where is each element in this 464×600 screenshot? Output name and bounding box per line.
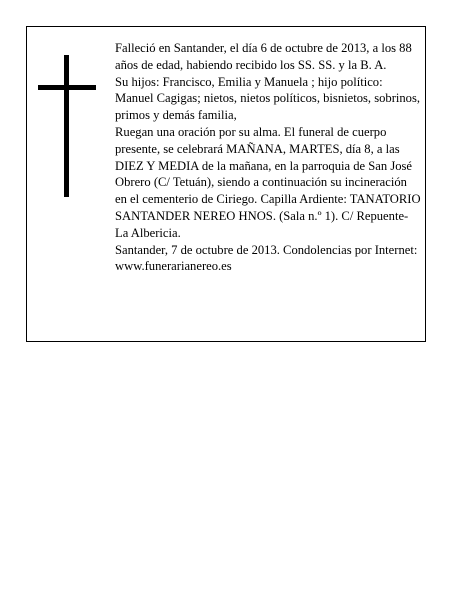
cross-vertical-bar (64, 55, 69, 197)
death-announcement: Falleció en Santander, el día 6 de octubre de 2013, a los 88 años de edad, habiendo recibido los SS. SS. y la B. A. (115, 41, 412, 72)
funeral-details: Ruegan una oración por su alma. El funeral de cuerpo presente, se celebrará MAÑANA, MARTES, día 8, a las DIEZ Y MEDIA de la mañana, en la parroquia de San José Obrero (C/ Tetuán), siendo a continuación su incineración en el cementerio de Ciriego. Capilla Ardiente: TANATORIO SANTANDER NEREO HNOS. (Sala n.º 1). C/ Repuente-La Albericia. (115, 124, 421, 240)
obituary-notice (26, 26, 426, 342)
cross-horizontal-bar (38, 85, 96, 90)
date-and-condolences: Santander, 7 de octubre de 2013. Condolencias por Internet: www.funerarianereo.es (115, 242, 418, 274)
cross-icon (38, 55, 96, 197)
family-list: Su hijos: Francisco, Emilia y Manuela ; hijo político: Manuel Cagigas; nietos, nietos políticos, bisnietos, sobrinos, primos y demás familia, (115, 74, 421, 123)
notice-text (115, 40, 421, 275)
